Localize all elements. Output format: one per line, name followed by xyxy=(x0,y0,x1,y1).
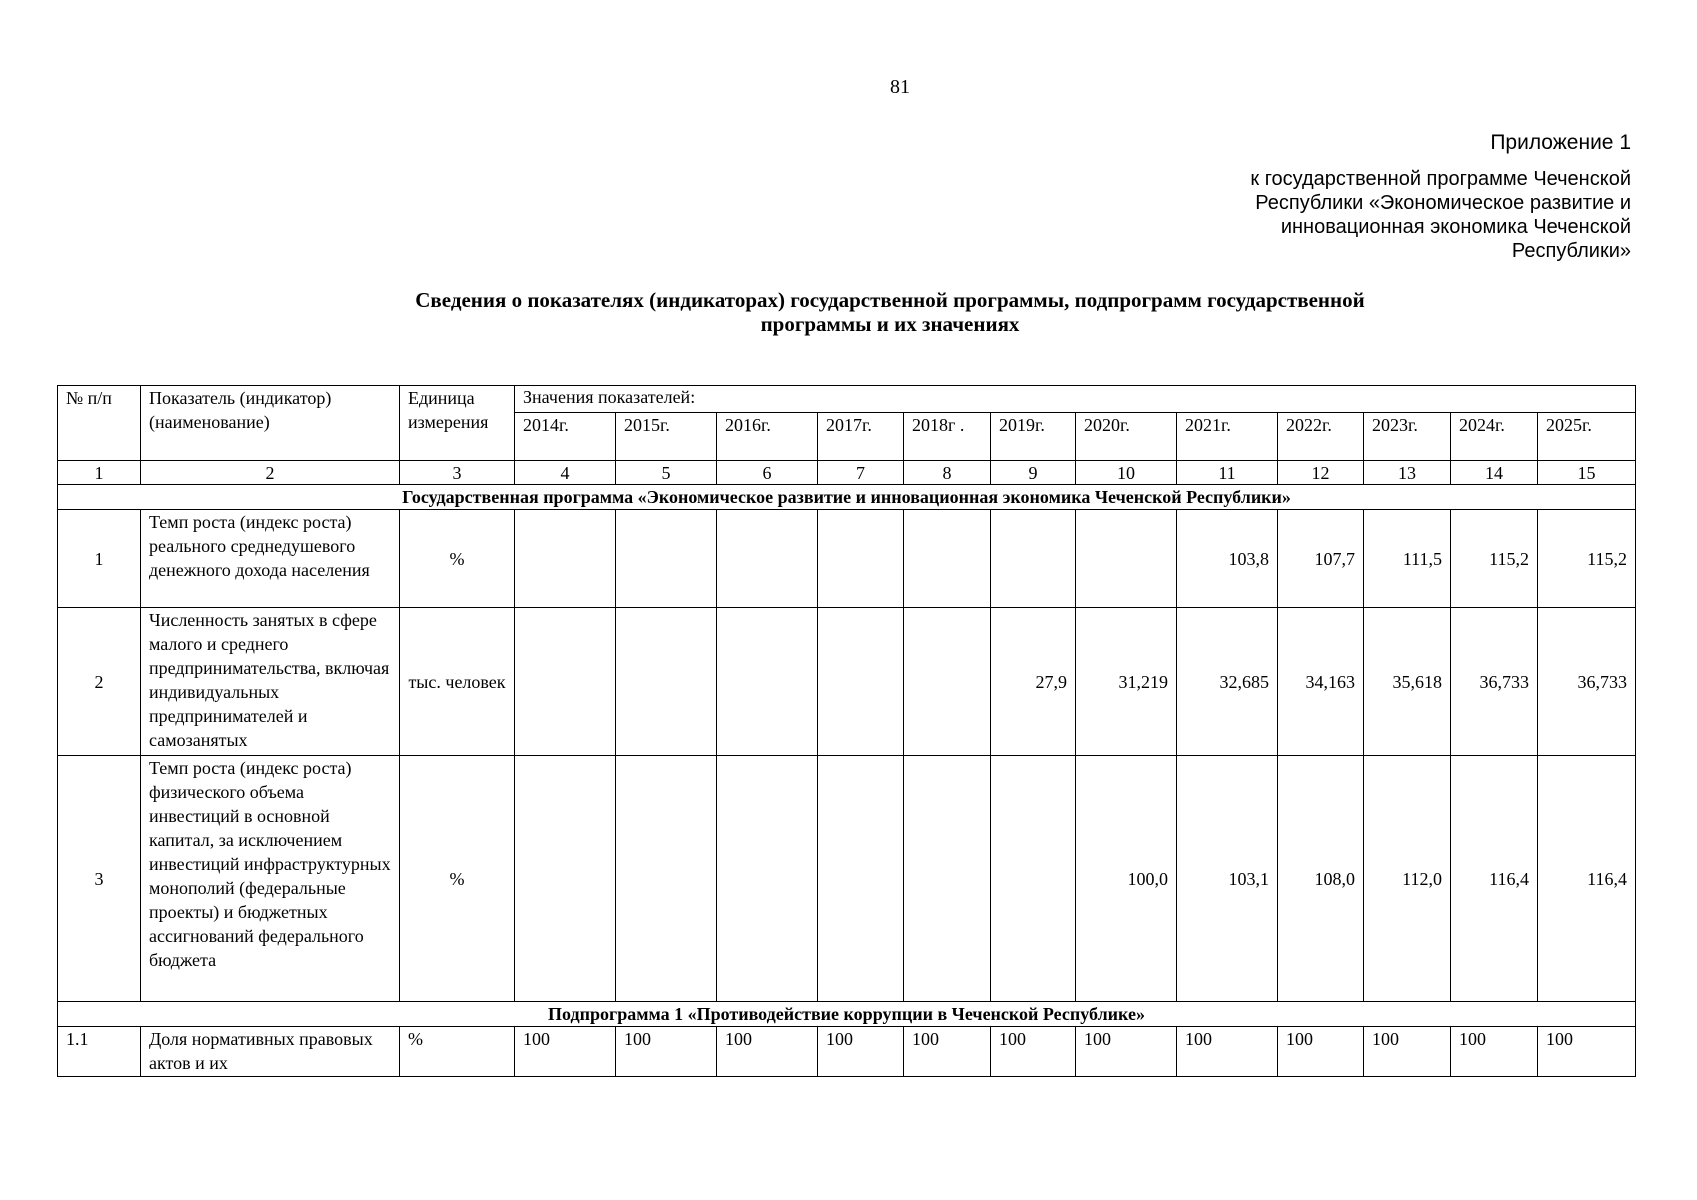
year-cell: 2024г. xyxy=(1451,413,1538,461)
year-cell: 2016г. xyxy=(717,413,818,461)
appendix-title: Приложение 1 xyxy=(1490,131,1631,154)
year-cell: 2025г. xyxy=(1538,413,1636,461)
value-cell xyxy=(515,608,616,756)
value-cell: 100 xyxy=(1451,1027,1538,1077)
value-cell xyxy=(717,608,818,756)
value-cell xyxy=(616,608,717,756)
table-row xyxy=(58,510,1636,608)
value-cell xyxy=(616,756,717,1002)
value-cell: 34,163 xyxy=(1278,608,1364,756)
header-unit: Единица измерения xyxy=(400,386,515,461)
table-row xyxy=(58,1027,1636,1077)
section-row xyxy=(58,485,1636,510)
value-cell: 36,733 xyxy=(1538,608,1636,756)
year-cell: 2015г. xyxy=(616,413,717,461)
value-cell: 100 xyxy=(1278,1027,1364,1077)
row-unit: % xyxy=(400,1027,515,1077)
value-cell: 32,685 xyxy=(1177,608,1278,756)
column-number: 9 xyxy=(991,461,1076,485)
indicators-table xyxy=(57,385,1636,1077)
value-cell xyxy=(515,510,616,608)
value-cell xyxy=(1076,510,1177,608)
value-cell xyxy=(991,510,1076,608)
row-indicator: Доля нормативных правовых актов и их xyxy=(141,1027,400,1077)
row-number: 1.1 xyxy=(58,1027,141,1077)
value-cell: 35,618 xyxy=(1364,608,1451,756)
appendix-subtitle: к государственной программе Чеченской Республики «Экономическое развитие и инновационная экономика Чеченской Республики» xyxy=(1250,168,1631,262)
column-number-row xyxy=(58,461,1636,485)
value-cell: 100 xyxy=(1177,1027,1278,1077)
row-unit: тыс. человек xyxy=(400,608,515,756)
year-cell: 2018г . xyxy=(904,413,991,461)
column-number: 13 xyxy=(1364,461,1451,485)
column-number: 6 xyxy=(717,461,818,485)
value-cell: 116,4 xyxy=(1538,756,1636,1002)
value-cell: 103,1 xyxy=(1177,756,1278,1002)
value-cell xyxy=(818,608,904,756)
value-cell xyxy=(717,510,818,608)
value-cell: 107,7 xyxy=(1278,510,1364,608)
value-cell xyxy=(904,608,991,756)
column-number: 12 xyxy=(1278,461,1364,485)
value-cell: 100 xyxy=(515,1027,616,1077)
section-title: Подпрограмма 1 «Противодействие коррупции в Чеченской Республике» xyxy=(58,1002,1636,1027)
year-cell: 2021г. xyxy=(1177,413,1278,461)
year-cell: 2019г. xyxy=(991,413,1076,461)
value-cell: 112,0 xyxy=(1364,756,1451,1002)
value-cell: 115,2 xyxy=(1538,510,1636,608)
value-cell xyxy=(515,756,616,1002)
column-number: 7 xyxy=(818,461,904,485)
column-number: 15 xyxy=(1538,461,1636,485)
value-cell: 100 xyxy=(1538,1027,1636,1077)
table-row xyxy=(58,756,1636,1002)
header-values: Значения показателей: xyxy=(515,386,1636,413)
value-cell: 100 xyxy=(991,1027,1076,1077)
value-cell xyxy=(616,510,717,608)
value-cell xyxy=(717,756,818,1002)
value-cell: 100 xyxy=(1364,1027,1451,1077)
year-cell: 2014г. xyxy=(515,413,616,461)
table-row xyxy=(58,608,1636,756)
column-number: 14 xyxy=(1451,461,1538,485)
value-cell: 103,8 xyxy=(1177,510,1278,608)
column-number: 10 xyxy=(1076,461,1177,485)
value-cell: 116,4 xyxy=(1451,756,1538,1002)
value-cell xyxy=(904,510,991,608)
value-cell: 115,2 xyxy=(1451,510,1538,608)
value-cell: 100 xyxy=(717,1027,818,1077)
column-number: 8 xyxy=(904,461,991,485)
year-cell: 2020г. xyxy=(1076,413,1177,461)
value-cell: 100,0 xyxy=(1076,756,1177,1002)
row-unit: % xyxy=(400,756,515,1002)
document-title: Сведения о показателях (индикаторах) государственной программы, подпрограмм государственной программы и их значениях xyxy=(415,288,1365,336)
value-cell: 100 xyxy=(904,1027,991,1077)
value-cell xyxy=(904,756,991,1002)
row-indicator: Темп роста (индекс роста) реального среднедушевого денежного дохода населения xyxy=(141,510,400,608)
value-cell xyxy=(991,756,1076,1002)
value-cell: 31,219 xyxy=(1076,608,1177,756)
value-cell: 36,733 xyxy=(1451,608,1538,756)
column-number: 5 xyxy=(616,461,717,485)
row-number: 1 xyxy=(58,510,141,608)
row-number: 3 xyxy=(58,756,141,1002)
row-indicator: Численность занятых в сфере малого и среднего предпринимательства, включая индивидуальных предпринимателей и самозанятых xyxy=(141,608,400,756)
column-number: 2 xyxy=(141,461,400,485)
value-cell xyxy=(818,510,904,608)
row-number: 2 xyxy=(58,608,141,756)
year-cell: 2023г. xyxy=(1364,413,1451,461)
column-number: 11 xyxy=(1177,461,1278,485)
value-cell: 108,0 xyxy=(1278,756,1364,1002)
value-cell xyxy=(818,756,904,1002)
column-number: 4 xyxy=(515,461,616,485)
value-cell: 100 xyxy=(818,1027,904,1077)
value-cell: 27,9 xyxy=(991,608,1076,756)
header-row xyxy=(58,386,1636,413)
header-num: № п/п xyxy=(58,386,141,461)
page-number: 81 xyxy=(890,76,910,98)
section-row xyxy=(58,1002,1636,1027)
header-indicator: Показатель (индикатор) (наименование) xyxy=(141,386,400,461)
value-cell: 111,5 xyxy=(1364,510,1451,608)
section-title: Государственная программа «Экономическое развитие и инновационная экономика Чеченской Республики» xyxy=(58,485,1636,510)
column-number: 3 xyxy=(400,461,515,485)
row-unit: % xyxy=(400,510,515,608)
value-cell: 100 xyxy=(616,1027,717,1077)
column-number: 1 xyxy=(58,461,141,485)
year-cell: 2017г. xyxy=(818,413,904,461)
year-cell: 2022г. xyxy=(1278,413,1364,461)
row-indicator: Темп роста (индекс роста) физического объема инвестиций в основной капитал, за исключением инвестиций инфраструктурных монополий (федеральные проекты) и бюджетных ассигнований федерального бюджета xyxy=(141,756,400,1002)
value-cell: 100 xyxy=(1076,1027,1177,1077)
